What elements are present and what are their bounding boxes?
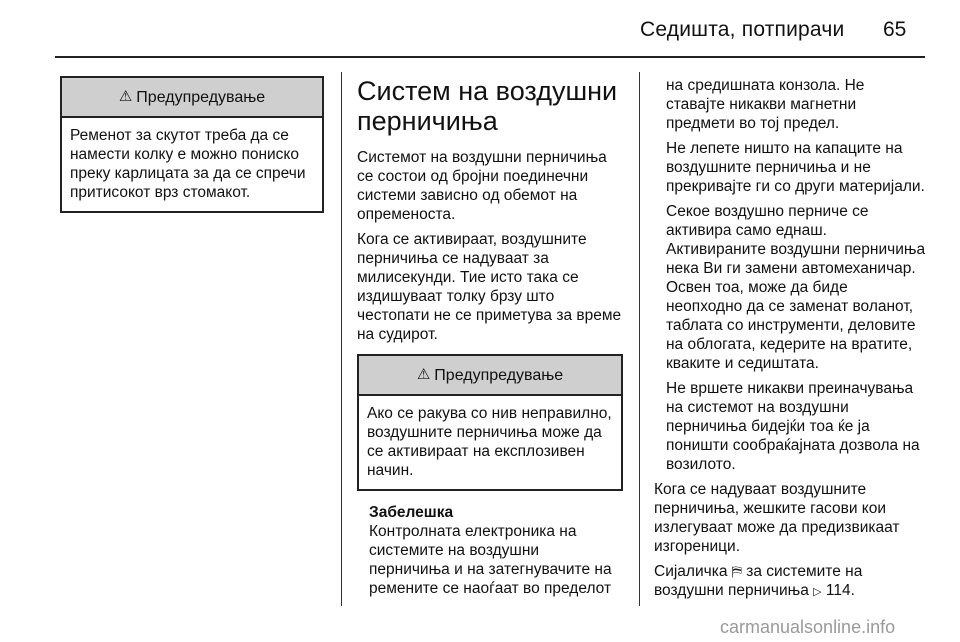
- note-title: Забелешка: [369, 504, 454, 521]
- note-continuation: [654, 76, 926, 474]
- warning-header: [62, 78, 322, 118]
- note-text: Контролната електроника на системите на воздушни перничиња и на затегнувачите на ремените се наоѓаат во пределот: [369, 523, 612, 597]
- watermark: carmanualsonline.info: [720, 617, 896, 637]
- section-title: Систем на воздушни перничиња: [357, 76, 618, 136]
- modification-paragraph: Не вршете никакви преиначувања на системот на воздушни перничиња бидејќи тоа ќе ја поништи сообраќајната дозвола на возилото.: [666, 380, 920, 473]
- indicator-label: Сијаличка: [654, 563, 728, 580]
- indicator-paragraph: [654, 562, 926, 602]
- column-divider-right: [639, 72, 640, 606]
- reference-arrow-icon: ▷: [813, 586, 822, 598]
- replacement-paragraph: Секое воздушно перниче се активира само еднаш. Активираните воздушни перничиња нека Ви ги замени автомеханичар. Освен тоа, може да биде неопходно да се заменат воланот, таблата со инструменти, деловите на облогата, кедерите на вратите, кваките и седиштата.: [666, 203, 926, 372]
- warning-icon: ⚠: [416, 365, 431, 383]
- page-number: 65: [883, 18, 907, 41]
- page-reference: 114.: [825, 582, 855, 599]
- warning-text: Ако се ракува со нив неправилно, воздушните перничиња може да се активираат на експлозивен начин.: [367, 405, 612, 479]
- left-column: [60, 76, 324, 213]
- page-header: [0, 0, 960, 60]
- covers-paragraph: Не лепете ништо на капаците на воздушните перничиња и не прекривајте ги со други материјали.: [666, 140, 925, 195]
- airbag-deploy-paragraph: Кога се активираат, воздушните перничиња се надуваат за милисекунди. Тие исто така се издишуваат толку брзу што честопати не се приметува за време на судирот.: [357, 231, 622, 343]
- magnet-paragraph: на средишната конзола. Не ставајте никакви магнетни предмети во тој предел.: [666, 77, 865, 132]
- warning-icon: ⚠: [118, 87, 133, 105]
- airbag-icon: ⛿: [731, 563, 742, 579]
- warning-header: [359, 356, 621, 396]
- airbag-intro-paragraph: Системот на воздушни перничиња се состои од бројни поединечни системи зависно од обемот на опременоста.: [357, 149, 607, 223]
- warning-text: Ременот за скутот треба да се намести колку е можно пониско преку карлицата за да се спречи притисокот врз стомакот.: [70, 127, 306, 201]
- note-block: [357, 503, 623, 598]
- warning-title: Предупредување: [434, 366, 564, 384]
- header-title: Седишта, потпирачи: [640, 18, 845, 41]
- warning-title: Предупредување: [136, 88, 266, 106]
- header-rule: [55, 56, 925, 58]
- hot-gas-paragraph: Кога се надуваат воздушните перничиња, жешките гасови кои излегуваат може да предизвикаат изгореници.: [654, 481, 900, 555]
- seatbelt-warning-box: [60, 76, 324, 213]
- indicator-rest: за системите на воздушни перничиња: [654, 563, 863, 599]
- middle-column: [357, 76, 623, 598]
- right-column: [654, 76, 926, 608]
- column-divider-left: [341, 72, 342, 606]
- airbag-warning-box: [357, 354, 623, 491]
